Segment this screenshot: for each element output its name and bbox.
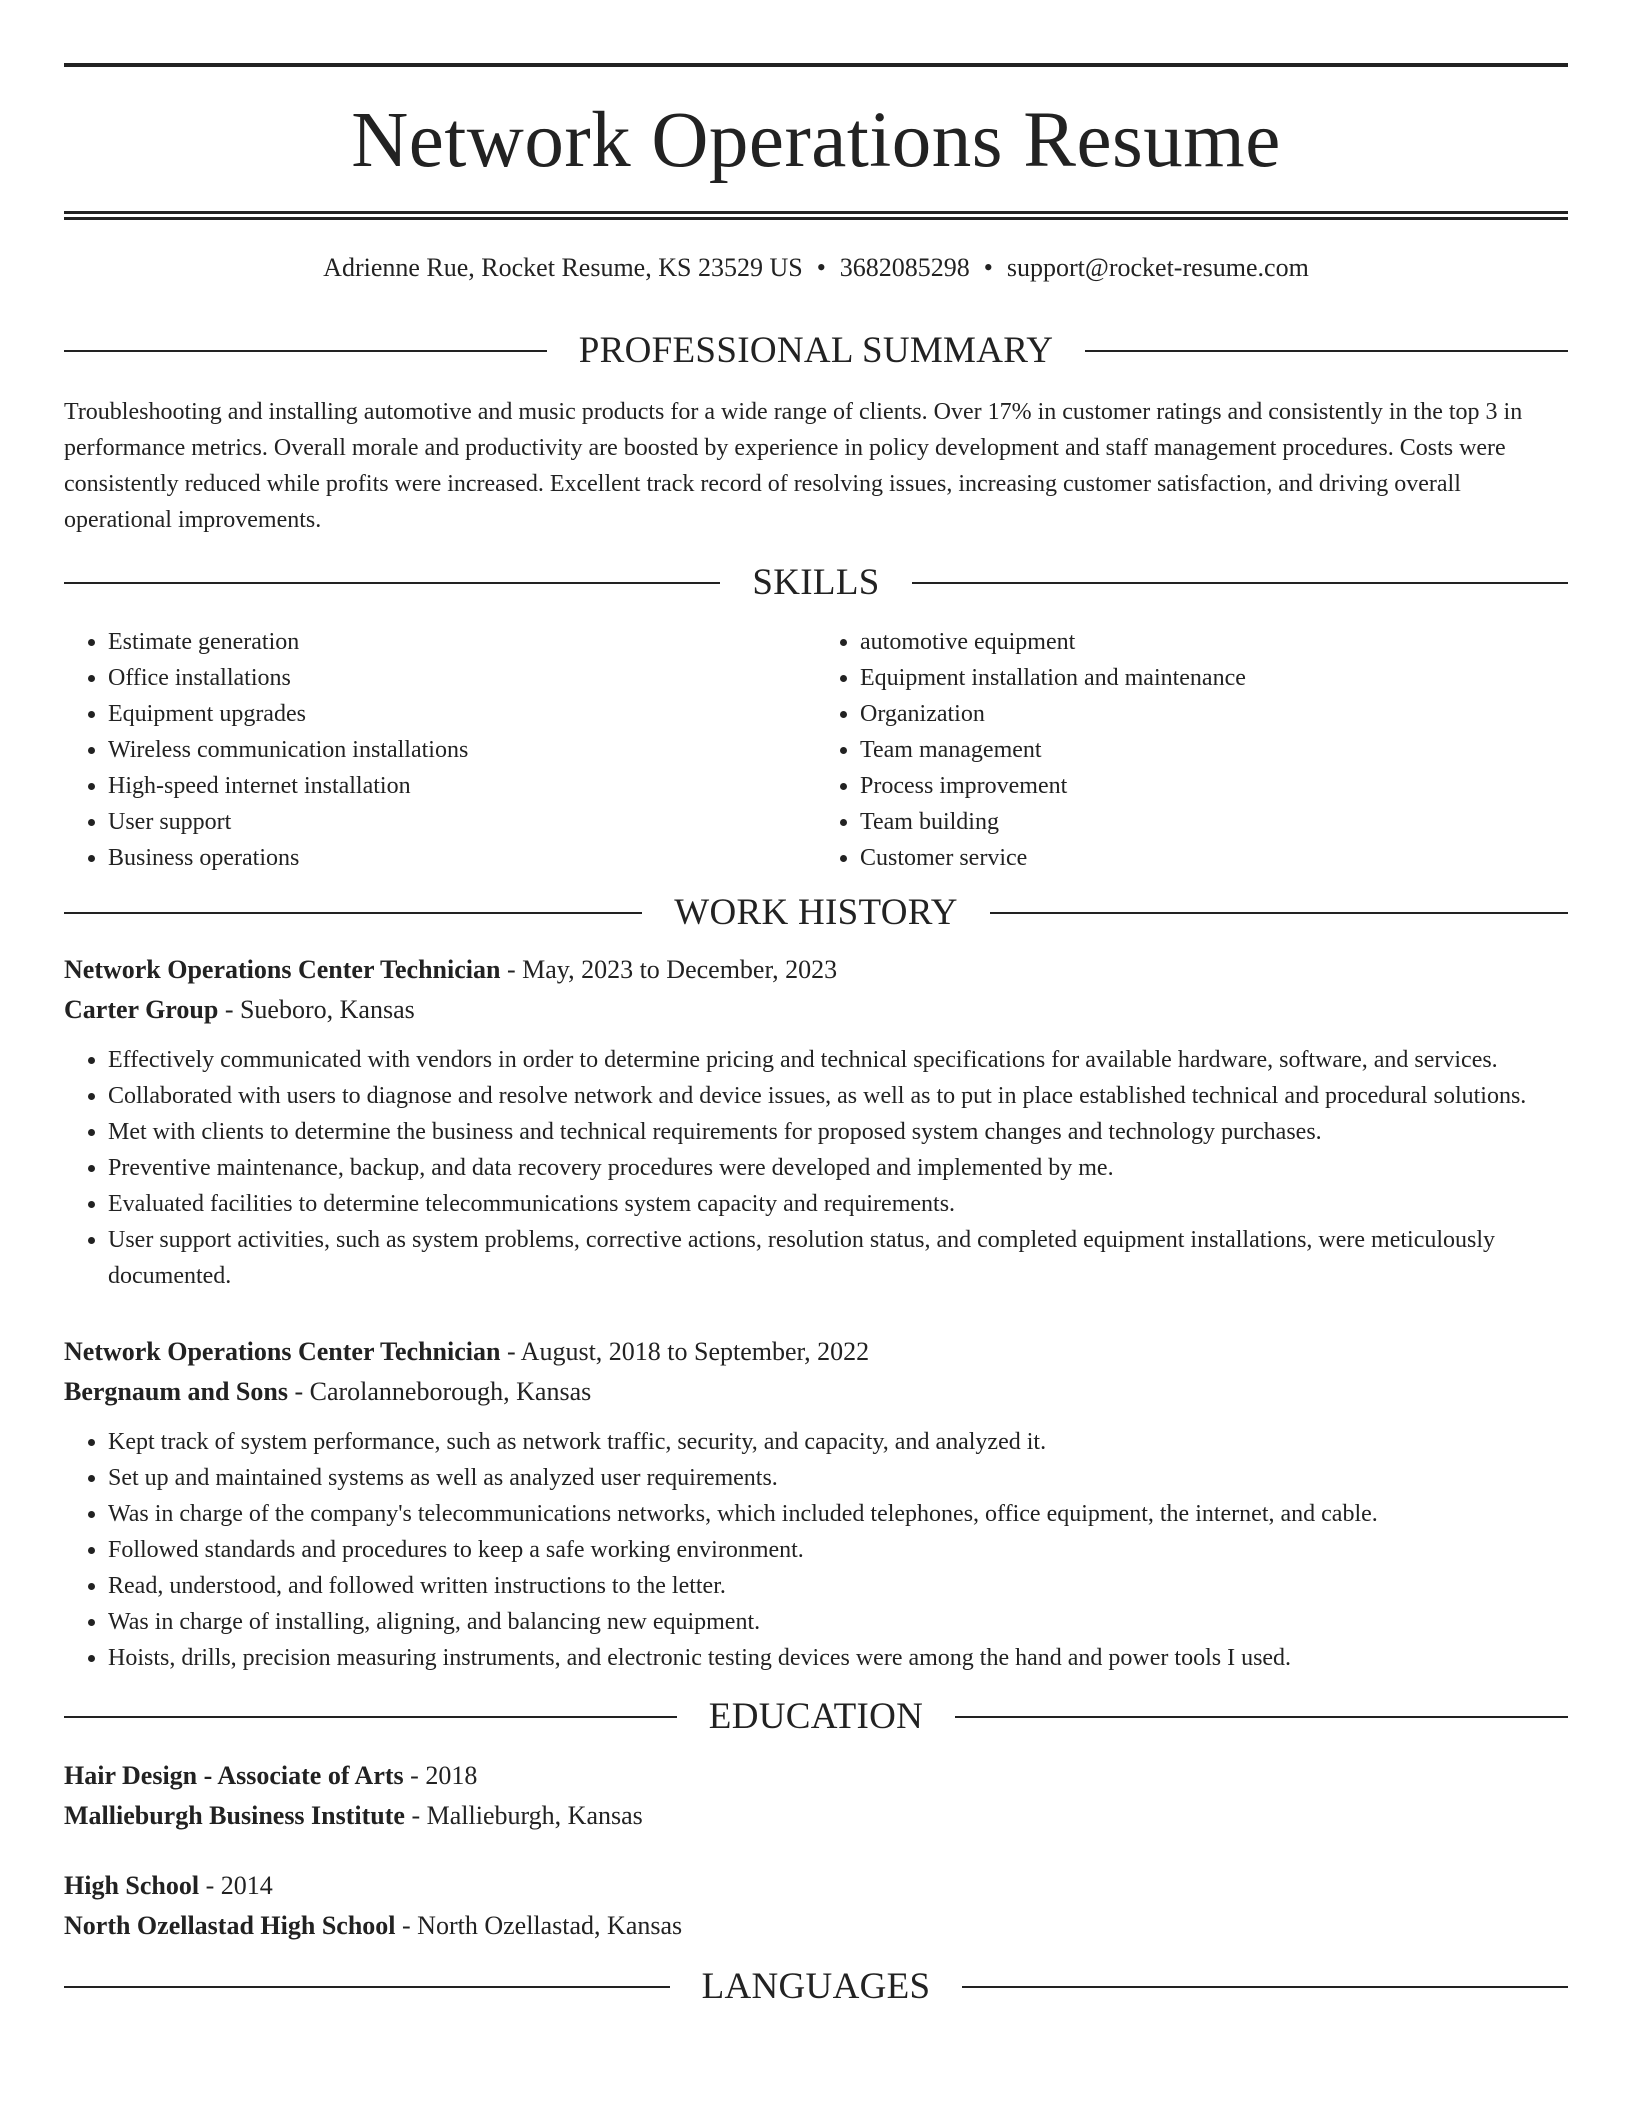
skill-item: • Office installations <box>108 660 816 696</box>
school-name: Mallieburgh Business Institute <box>64 1801 405 1830</box>
heading-rule <box>962 1986 1568 1988</box>
job-company: Bergnaum and Sons <box>64 1377 288 1406</box>
contact-phone: 3682085298 <box>839 253 970 282</box>
list-item: • Effectively communicated with vendors in order to determine pricing and technical specifications for available hardware, software, and services. <box>108 1042 1568 1078</box>
skill-item: • Equipment upgrades <box>108 696 816 732</box>
school-line <box>64 1796 1568 1836</box>
section-heading-education <box>64 1696 1568 1738</box>
job-title: Network Operations Center Technician <box>64 955 501 984</box>
job-location: - Sueboro, Kansas <box>218 995 415 1024</box>
section-heading-languages <box>64 1966 1568 2008</box>
heading-rule <box>64 350 547 352</box>
job-title: Network Operations Center Technician <box>64 1337 501 1366</box>
skill-item: • Equipment installation and maintenance <box>860 660 1568 696</box>
school-name: North Ozellastad High School <box>64 1911 396 1940</box>
list-item: • Collaborated with users to diagnose and resolve network and device issues, as well as to put in place established technical and procedural solutions. <box>108 1078 1568 1114</box>
list-item: • Was in charge of the company's telecommunications networks, which included telephones, office equipment, the internet, and cable. <box>108 1496 1568 1532</box>
heading-rule <box>64 582 720 584</box>
list-item: • Hoists, drills, precision measuring instruments, and electronic testing devices were among the hand and power tools I used. <box>108 1640 1568 1676</box>
contact-separator: • <box>983 253 993 282</box>
job-bullets <box>64 1042 1568 1294</box>
list-item: • Read, understood, and followed written instructions to the letter. <box>108 1568 1568 1604</box>
job-company-line <box>64 1372 1568 1412</box>
skill-item: • User support <box>108 804 816 840</box>
contact-address: Adrienne Rue, Rocket Resume, KS 23529 US <box>323 253 803 282</box>
contact-separator: • <box>816 253 826 282</box>
skills-list <box>64 624 1568 876</box>
school-location: - Mallieburgh, Kansas <box>404 1801 643 1830</box>
section-heading-work <box>64 892 1568 934</box>
list-item: • User support activities, such as system problems, corrective actions, resolution status, and completed equipment installations, were meticulously documented. <box>108 1222 1568 1294</box>
work-entry <box>64 1332 1568 1676</box>
skills-column-left <box>64 624 816 876</box>
section-title: LANGUAGES <box>701 1966 931 2007</box>
skill-item: • Process improvement <box>860 768 1568 804</box>
degree-year: - 2018 <box>403 1761 478 1790</box>
degree-line <box>64 1866 1568 1906</box>
list-item: • Evaluated facilities to determine telecommunications system capacity and requirements. <box>108 1186 1568 1222</box>
heading-rule <box>64 1716 677 1718</box>
degree: High School <box>64 1871 200 1900</box>
skill-item: • Business operations <box>108 840 816 876</box>
school-location: - North Ozellastad, Kansas <box>395 1911 683 1940</box>
skill-item: • Organization <box>860 696 1568 732</box>
skill-item: • High-speed internet installation <box>108 768 816 804</box>
skill-item: • automotive equipment <box>860 624 1568 660</box>
degree-year: - 2014 <box>199 1871 273 1900</box>
section-heading-summary <box>64 330 1568 372</box>
work-entry <box>64 950 1568 1294</box>
skill-item: • Team building <box>860 804 1568 840</box>
school-line <box>64 1906 1568 1946</box>
heading-rule <box>1085 350 1568 352</box>
job-title-line <box>64 950 1568 990</box>
job-company-line <box>64 990 1568 1030</box>
job-dates: - August, 2018 to September, 2022 <box>500 1337 870 1366</box>
skill-item: • Wireless communication installations <box>108 732 816 768</box>
heading-rule <box>64 1986 670 1988</box>
page-title: Network Operations Resume <box>351 97 1281 184</box>
skills-column-right <box>816 624 1568 876</box>
heading-rule <box>912 582 1568 584</box>
degree: Hair Design - Associate of Arts <box>64 1761 404 1790</box>
education-entry <box>64 1756 1568 1836</box>
section-title: SKILLS <box>752 562 880 603</box>
section-title: EDUCATION <box>708 1696 924 1737</box>
title-double-rule <box>64 211 1568 220</box>
job-title-line <box>64 1332 1568 1372</box>
skill-item: • Team management <box>860 732 1568 768</box>
contact-line <box>64 252 1568 284</box>
top-rule <box>64 63 1568 67</box>
job-bullets <box>64 1424 1568 1676</box>
section-title: WORK HISTORY <box>674 892 958 933</box>
degree-line <box>64 1756 1568 1796</box>
heading-rule <box>64 912 642 914</box>
job-location: - Carolanneborough, Kansas <box>287 1377 592 1406</box>
job-dates: - May, 2023 to December, 2023 <box>500 955 838 984</box>
summary-text: Troubleshooting and installing automotive and music products for a wide range of clients. Over 17% in customer ratings and consistently in the top 3 in performance metrics. Overall morale and productivity are boosted by experience in policy development and staff management procedures. Costs were consistently reduced while profits were increased. Excellent track record of resolving issues, increasing customer satisfaction, and driving overall operational improvements. <box>64 399 1523 533</box>
section-title: PROFESSIONAL SUMMARY <box>578 330 1054 371</box>
skill-item: • Estimate generation <box>108 624 816 660</box>
list-item: • Preventive maintenance, backup, and data recovery procedures were developed and implemented by me. <box>108 1150 1568 1186</box>
list-item: • Followed standards and procedures to keep a safe working environment. <box>108 1532 1568 1568</box>
resume-page <box>64 0 1568 2008</box>
heading-rule <box>955 1716 1568 1718</box>
section-heading-skills <box>64 562 1568 604</box>
contact-email: support@rocket-resume.com <box>1006 253 1309 282</box>
list-item: • Kept track of system performance, such as network traffic, security, and capacity, and analyzed it. <box>108 1424 1568 1460</box>
education-entry <box>64 1866 1568 1946</box>
heading-rule <box>990 912 1568 914</box>
job-company: Carter Group <box>64 995 219 1024</box>
list-item: • Was in charge of installing, aligning, and balancing new equipment. <box>108 1604 1568 1640</box>
list-item: • Set up and maintained systems as well as analyzed user requirements. <box>108 1460 1568 1496</box>
list-item: • Met with clients to determine the business and technical requirements for proposed system changes and technology purchases. <box>108 1114 1568 1150</box>
skill-item: • Customer service <box>860 840 1568 876</box>
